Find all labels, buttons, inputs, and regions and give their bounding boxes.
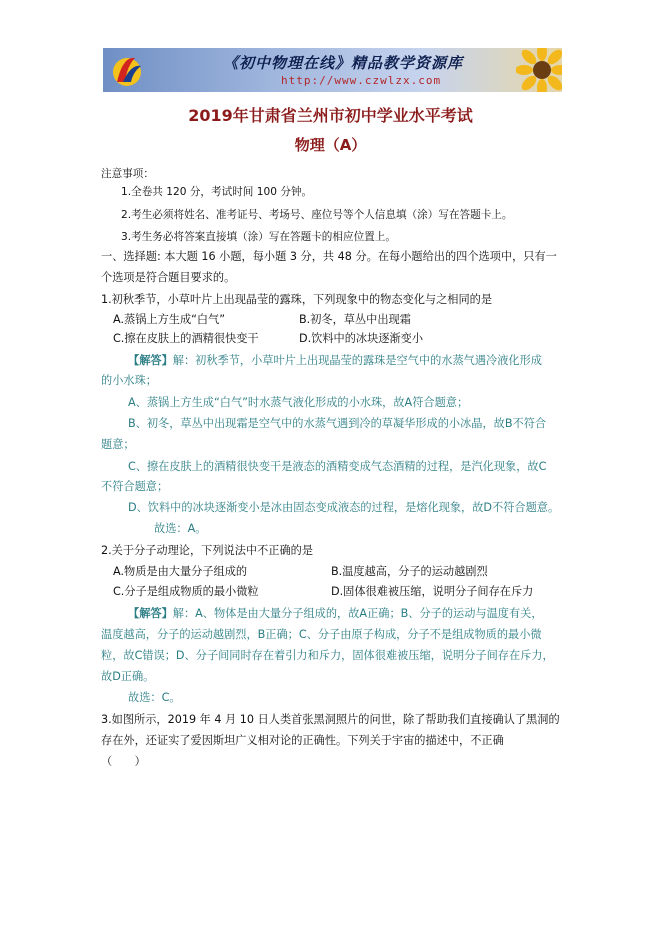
answer-line — [128, 606, 543, 622]
notes-heading: 注意事项： — [101, 168, 154, 180]
section-instruction: 个选项是符合题目要求的。 — [101, 271, 236, 284]
resource-banner — [103, 48, 562, 92]
answer-line — [128, 353, 542, 369]
answer-tag: 【解答】 — [128, 607, 173, 620]
note-item: 1.全卷共 120 分，考试时间 100 分钟。 — [121, 186, 313, 198]
section-instruction: 一、选择题: 本大题 16 小题，每小题 3 分，共 48 分。在每小题给出的四个选项中，只有一 — [101, 250, 557, 263]
question-option: D.固体很难被压缩，说明分子间存在斥力 — [331, 585, 534, 598]
exam-subtitle: 物理（A） — [294, 136, 367, 154]
logo-icon — [109, 52, 145, 88]
sunflower-icon — [516, 48, 562, 92]
question-option: C.分子是组成物质的最小微粒 — [113, 585, 259, 598]
answer-line: 的小水珠； — [101, 374, 157, 387]
answer-line: B、初冬，草丛中出现霜是空气中的水蒸气遇到冷的草凝华形成的小冰晶，故B不符合 — [128, 417, 547, 430]
answer-text: 解：初秋季节，小草叶片上出现晶莹的露珠是空气中的水蒸气遇冷液化形成 — [172, 354, 542, 367]
question-option: A.蒸锅上方生成“白气” — [113, 313, 226, 326]
answer-line: 故D正确。 — [101, 670, 155, 683]
answer-text: 解：A、物体是由大量分子组成的，故A正确；B、分子的运动与温度有关， — [172, 607, 543, 620]
exam-title: 2019年甘肃省兰州市初中学业水平考试 — [188, 106, 473, 125]
answer-line: 粒，故C错误；D、分子间同时存在着引力和斥力，固体很难被压缩，说明分子间存在斥力， — [101, 649, 554, 662]
answer-line: 题意； — [101, 438, 135, 451]
question-option: A.物质是由大量分子组成的 — [113, 565, 248, 578]
banner-title: 《初中物理在线》精品教学资源库 — [223, 54, 464, 72]
answer-blank: （ ） — [101, 755, 146, 768]
answer-tag: 【解答】 — [128, 354, 173, 367]
answer-line: 不符合题意； — [101, 480, 169, 493]
question-stem: 2.关于分子动理论，下列说法中不正确的是 — [101, 544, 314, 557]
answer-line: C、擦在皮肤上的酒精很快变干是液态的酒精变成气态酒精的过程，是汽化现象，故C — [128, 460, 547, 473]
answer-line: D、饮料中的冰块逐渐变小是冰由固态变成液态的过程，是熔化现象，故D不符合题意。 — [128, 501, 560, 514]
question-stem: 存在外，还证实了爱因斯坦广义相对论的正确性。下列关于宇宙的描述中，不正确 — [101, 734, 504, 747]
question-option: B.初冬，草丛中出现霜 — [299, 313, 411, 326]
question-option: D.饮料中的冰块逐渐变小 — [299, 332, 424, 345]
answer-line: 故选：C。 — [128, 691, 181, 704]
note-item: 3.考生务必将答案直接填（涂）写在答题卡的相应位置上。 — [121, 231, 396, 243]
banner-url: http://www.czwlzx.com — [281, 74, 442, 87]
answer-line: 故选：A。 — [154, 522, 207, 535]
question-option: C.擦在皮肤上的酒精很快变干 — [113, 332, 259, 345]
answer-line: 温度越高，分子的运动越剧烈，B正确；C、分子由原子构成，分子不是组成物质的最小微 — [101, 628, 542, 641]
note-item: 2.考生必须将姓名、准考证号、考场号、座位号等个人信息填（涂）写在答题卡上。 — [121, 209, 513, 221]
answer-line: A、蒸锅上方生成“白气”时水蒸气液化形成的小水珠，故A符合题意； — [128, 396, 469, 409]
question-stem: 3.如图所示，2019 年 4 月 10 日人类首张黑洞照片的问世，除了帮助我们直接确认了黑洞的 — [101, 713, 560, 726]
question-option: B.温度越高，分子的运动越剧烈 — [331, 565, 488, 578]
question-stem: 1.初秋季节，小草叶片上出现晶莹的露珠，下列现象中的物态变化与之相同的是 — [101, 293, 493, 306]
